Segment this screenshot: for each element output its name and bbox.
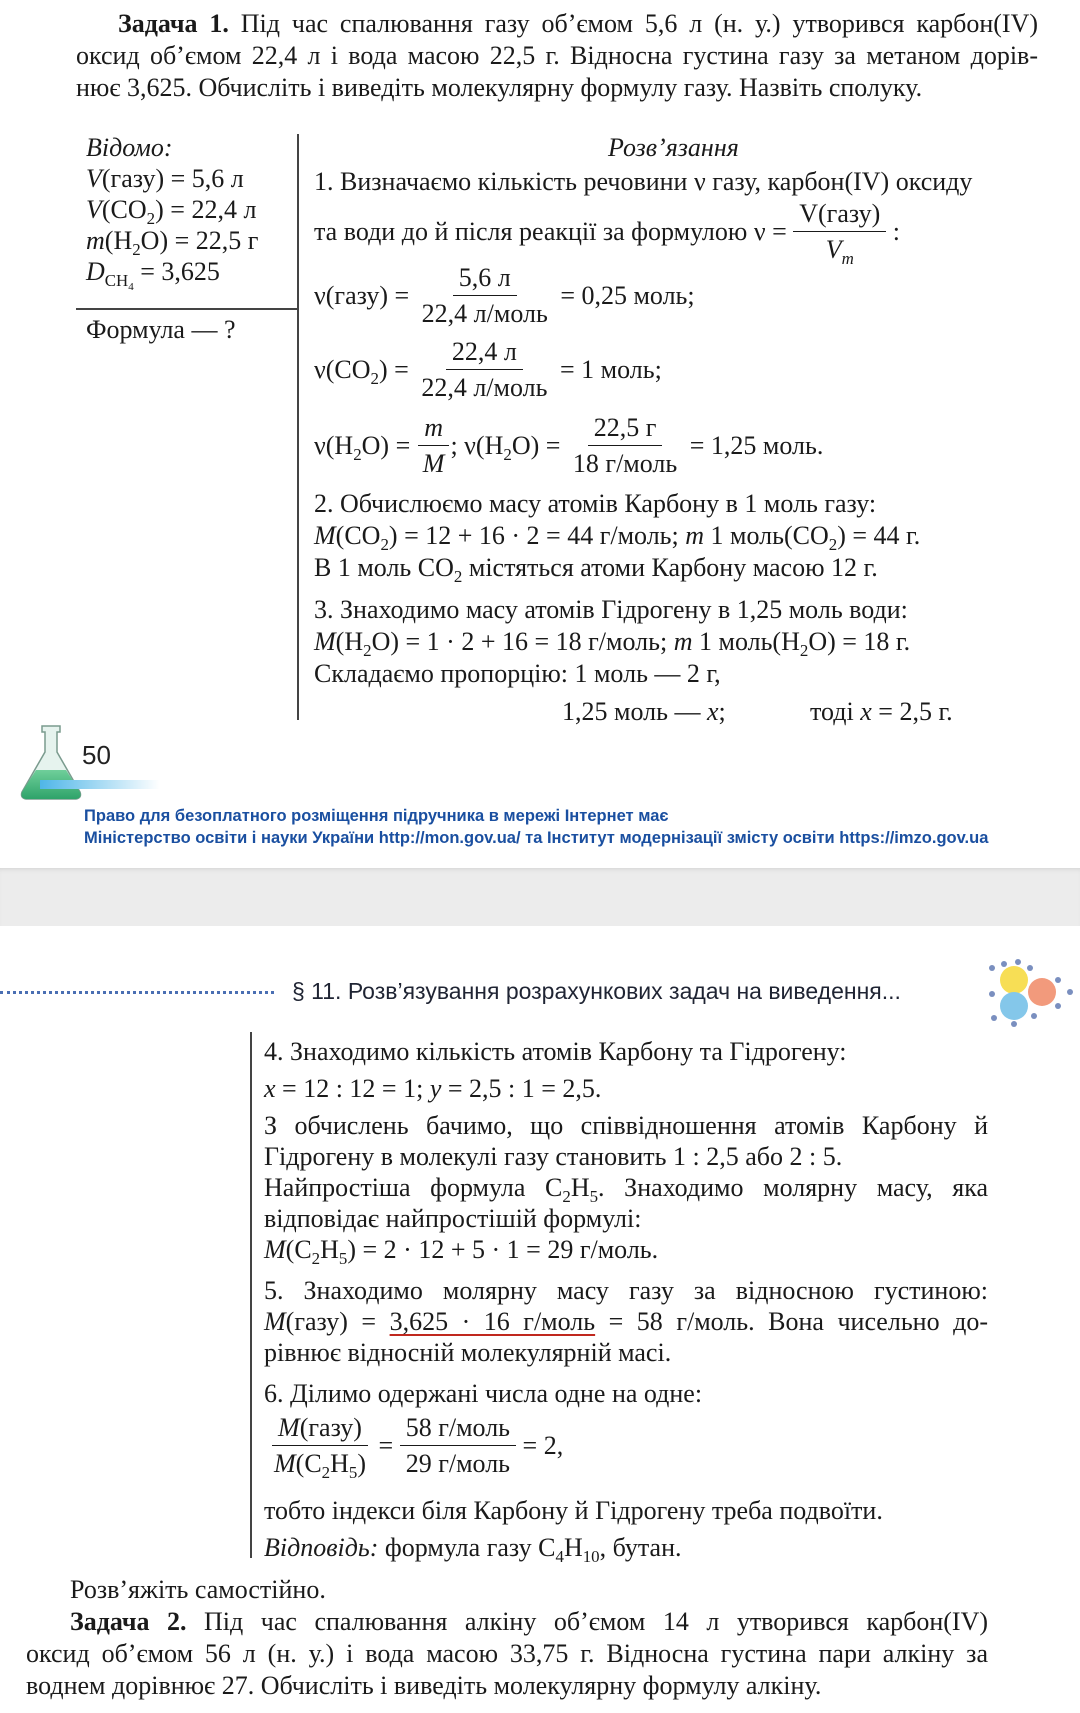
step-4-line-7: $M(C_2H_5) = 2 \cdot 12 + 5 \cdot 1 = 29$ г/моль. [264, 1235, 659, 1268]
step-4-line-2: x = 12 : 12 = 1; y = 2,5 : 1 = 2,5. [264, 1074, 602, 1103]
problem-2-label: Задача 2. [70, 1607, 187, 1636]
problem-1-label: Задача 1. [118, 9, 229, 38]
step-4-line-5: Найпростіша формула $C_2H_5$. Знаходимо молярну масу, яка [264, 1173, 988, 1206]
step-4-line-4: Гідрогену в молекулі газу становить 1 : 2,5 або 2 : 5. [264, 1142, 843, 1171]
page-number: 50 [82, 740, 111, 770]
page-separator [0, 868, 1080, 926]
header-dotted-line [0, 991, 274, 994]
step-6-line-1: 6. Ділимо одержані числа одне на одне: [264, 1379, 703, 1408]
step-6-line-3: тобто індекси біля Карбону й Гідрогену треба подвоїти. [264, 1496, 883, 1525]
answer-label: Відповідь: [264, 1533, 379, 1562]
eq3-fraction-1: $\frac{m}{M}$ [417, 412, 451, 479]
problem-1-line-1: Задача 1. Під час спалювання газу об’ємом 5,6 л (н. у.) утворився карбон(IV) [118, 9, 1039, 38]
solution-title: Розв’язання [608, 133, 739, 162]
step-5-line-3: рівнює відносній молекулярній масі. [264, 1338, 672, 1367]
formula-fraction: $\frac{\text{V(газу)}}{V_m}$ [793, 198, 886, 265]
solution-step-3-line-4b: тоді x = 2,5 г. [810, 697, 953, 726]
imzo-gov-link[interactable]: https://imzo.gov.ua [839, 829, 989, 847]
given-find: Формула — ? [86, 315, 236, 344]
step-4-line-6: відповідає найпростішій формулі: [264, 1204, 642, 1233]
solution-step-3-line-4a: 1,25 моль — x; [562, 697, 726, 726]
eq3-fraction-2: $\frac{22,5 г}{\text{18 г/моль}}$ [572, 413, 678, 478]
footer-line-1: Право для безоплатного розміщення підручника в мережі Інтернет має [84, 807, 669, 825]
given-density: $D_{CH_4} = 3,625$ [86, 257, 220, 293]
solution-step-1-line-2: та води до й після реакції за формулою ν = $\frac{\text{V(газу)}}{V_m}$ : [314, 199, 901, 268]
problem-2-line-2: оксид об’ємом 56 л (н. у.) і вода масою 33,75 г. Відносна густина пари алкіну за [26, 1639, 988, 1668]
step-5-line-2: M(газу) = 3,625 · 16 г/моль = 58 г/моль. Вона чисельно до- [264, 1307, 988, 1336]
given-title: Відомо: [86, 133, 173, 162]
step-5-line-1: 5. Знаходимо молярну масу газу за відносною густиною: [264, 1276, 988, 1305]
mon-gov-link[interactable]: http://mon.gov.ua/ [378, 829, 521, 847]
problem-2-line-1: Задача 2. Під час спалювання алкіну об’ємом 14 л утворився карбон(IV) [70, 1607, 988, 1636]
solution-vertical-rule [250, 1032, 252, 1558]
underlined-expression: 3,625 · 16 г/моль [389, 1307, 596, 1336]
section-header: § 11. Розв’язування розрахункових задач на виведення... [292, 978, 901, 1004]
solution-step-2-line-2: $M(CO_2) = 12 + 16 \cdot 2 = 44$ г/моль; m 1 $моль(CO_2) = 44$ г. [314, 521, 921, 554]
equation-nu-h2o: $\nu(H_2O)$ = $\frac{m}{M}$ ; $\nu(H_2O)$ = $\frac{22,5 г}{\text{18 г/моль}}$ = 1,25 моль. [314, 413, 824, 478]
given-m-h2o: $m(H_2O) = 22,5$ г [86, 226, 259, 259]
solution-step-3-line-2: $M(H_2O) = 1 \cdot 2 + 16 = 18$ г/моль; m 1 $моль(H_2O) = 18$ г. [314, 627, 911, 660]
given-divider [76, 308, 298, 310]
given-v-co2: $V(CO_2) = 22,4$ л [86, 195, 257, 228]
solution-step-3-line-1: 3. Знаходимо масу атомів Гідрогену в 1,25 моль води: [314, 595, 908, 624]
eq1-fraction: $\frac{5,6 л}{\text{22,4 л/моль}}$ [421, 263, 548, 328]
step-6-fraction-1: $\frac{\text{M(газу)}}{M(C_2H_5)}$ [274, 1413, 367, 1482]
answer-line: Відповідь: формула газу $C_4H_{10}$, бутан. [264, 1533, 682, 1566]
molecule-icon [984, 958, 1078, 1028]
solution-step-2-line-1: 2. Обчислюємо масу атомів Карбону в 1 моль газу: [314, 489, 877, 518]
step-4-line-3: З обчислень бачимо, що співвідношення атомів Карбону й [264, 1111, 988, 1140]
solution-step-3-line-3: Складаємо пропорцію: 1 моль — 2 г, [314, 659, 721, 688]
step-6-equation: $\frac{\text{M(газу)}}{M(C_2H_5)}$ = $\frac{\text{58 г/моль}}{\text{29 г/моль}}$ = 2, [268, 1412, 563, 1479]
step-4-line-1: 4. Знаходимо кількість атомів Карбону та Гідрогену: [264, 1037, 847, 1066]
problem-2-line-3: воднем дорівнює 27. Обчисліть і виведіть молекулярну формулу алкіну. [26, 1671, 822, 1700]
footer-line-2: Міністерство освіти і науки України http://mon.gov.ua/ та Інститут модернізації змісту освіти https://imzo.gov.ua [84, 829, 989, 847]
solution-step-1-line-1: 1. Визначаємо кількість речовини ν газу, карбон(IV) оксиду [314, 167, 973, 196]
given-vertical-rule [297, 134, 299, 720]
self-solve-heading: Розв’яжіть самостійно. [70, 1575, 326, 1604]
given-v-gas: V(газу) = 5,6 л [86, 164, 244, 193]
solution-step-2-line-3: В 1 моль $CO_2$ містяться атоми Карбону масою 12 г. [314, 553, 878, 586]
step-6-fraction-2: $\frac{\text{58 г/моль}}{\text{29 г/моль}}$ [400, 1412, 516, 1479]
page-number-bar [40, 780, 160, 789]
eq2-fraction: $\frac{22,4 л}{\text{22,4 л/моль}}$ [421, 337, 548, 402]
problem-1-line-2: оксид об’ємом 22,4 л і вода масою 22,5 г. Відносна густина газу за метаном дорів- [76, 41, 1038, 70]
equation-nu-gas: ν(газу) = $\frac{5,6 л}{\text{22,4 л/моль}}$ = 0,25 моль; [314, 263, 695, 328]
problem-1-line-3: нює 3,625. Обчисліть і виведіть молекулярну формулу газу. Назвіть сполуку. [76, 73, 923, 102]
given-block [86, 132, 259, 293]
equation-nu-co2: $\nu(CO_2)$ = $\frac{22,4 л}{\text{22,4 л/моль}}$ = 1 моль; [314, 337, 662, 402]
